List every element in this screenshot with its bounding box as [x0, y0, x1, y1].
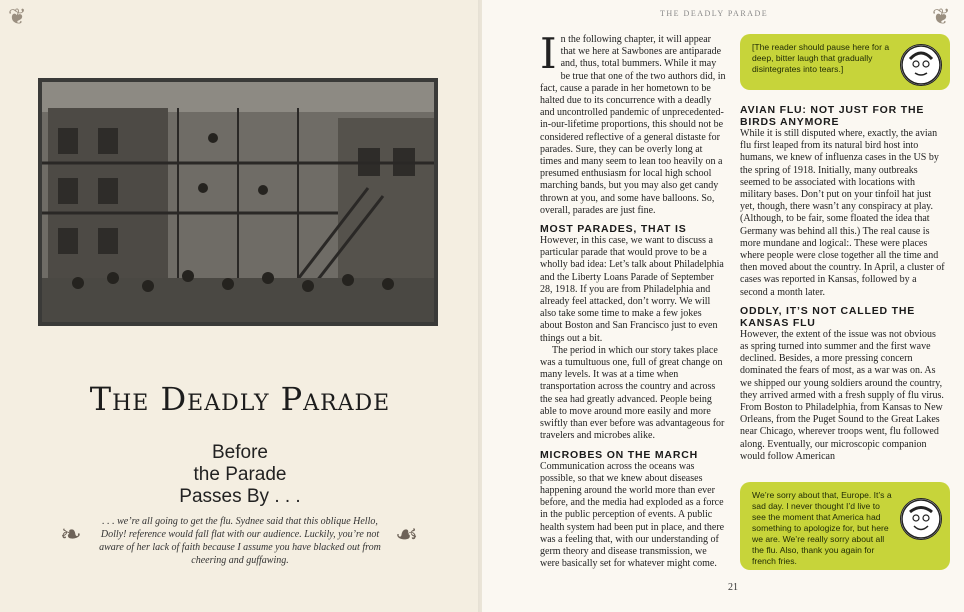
left-flourish-icon: ❧ [60, 520, 82, 549]
body-paragraph: However, in this case, we want to discuss a particular parade that would prove to be a wholly bad idea: Let’s talk about Philadelphia and the Liberty Loans Parade of September 28, 1918. If you are from Philadelphia and already feel attacked, don’t worry. We will also take some time to make a few jokes about Boston and San Francisco just to even things out a bit. [540, 235, 724, 344]
note-text: [The reader should pause here for a deep, bitter laugh that gradually disintegrates into tears.] [752, 42, 890, 74]
right-flourish-icon: ☙ [395, 520, 419, 549]
body-paragraph: While it is still disputed where, exactly, the avian flu first leaped from its natural bird host into humans, we knew of influenza cases in the US by the spring of 1918. Initially, many outbreaks seemed to be associated with locations with military bases. Don’t put on your tinfoil hat just yet, though, there wasn’t any conspiracy at play. (Although, to be fair, some floated the idea that Germany was behind all this.) The real cause is more mundane and logical:. These were places where people were close together all the time and then moved about the country. In April, a cluster of cases was reported in Kansas, followed by a second a month later. [740, 128, 945, 298]
section-heading: AVIAN FLU: NOT JUST FOR THE BIRDS ANYMORE [740, 104, 925, 128]
section-heading: ODDLY, IT’S NOT CALLED THE KANSAS FLU [740, 304, 916, 329]
body-paragraph: The period in which our story takes place was a tumultuous one, full of great change on many levels. It was at a time when transportation across the country and across the sea had greatly advanced. People being able to move around more easily and more swiftly than ever before was advantageous for travelers and microbes alike. [540, 344, 725, 442]
drop-cap: I [540, 29, 557, 78]
body-paragraph: However, the extent of the issue was not obvious as spring turned into summer and the first wave declined. Besides, a more pressing concern dominated the fears of most, as a war was on. As we shipped our young soldiers around the country, they arrived armed with a fresh supply of flu virus. From Boston to Philadelphia, from Kansas to New Orleans, from the Puget Sound to the Great Lakes near Chicago, wherever troops went, flu followed along. Eventually, our microscopic companion would follow American [740, 328, 944, 462]
page-number: 21 [728, 582, 738, 593]
epigraph-quote: . . . we’re all going to get the flu. Sydnee said that this oblique Hello, Dolly! reference would fall flat with our audience. Luckily, you’re not aware of her lack of faith because I assume you have blacked out from cheering and guffawing. [99, 516, 381, 566]
text-column-left [540, 29, 726, 570]
subtitle-line: Before [212, 442, 268, 463]
subtitle-line: the Parade [193, 464, 287, 485]
chapter-subtitle [160, 442, 320, 508]
subtitle-line: Passes By . . . [179, 486, 301, 507]
author-face-icon [900, 498, 942, 540]
corner-ornament-icon: ❦ [932, 4, 951, 29]
body-paragraph: Communication across the oceans was possible, so that we knew about diseases happening around the world more than ever before, and the media had exploded as a force in the public perception of events. A public health system had been put in place, and there was a feeling that, with our understanding of germ theory and disease transmission, we were basically set for whatever might come. [540, 460, 725, 570]
intro-paragraph: n the following chapter, it will appear that we here at Sawbones are antiparade and, thus, total bummers. While it may be true that one of the two authors did, in fact, cause a parade in her hometown to be halted due to its concurrence with a deadly and uncontrolled pandemic of unprecedented-in-our-lifetime proportions, this should not be considered reflective of a general distaste for parades. Sure, they can be overly long at times and many seem to lean too heavily on a presumed enthusiasm for local high school marching bands, but you may also get candy thrown at you, and some have balloons. So, overall, parades are just fine. [540, 34, 726, 216]
corner-ornament-icon: ❦ [8, 4, 27, 29]
section-heading: MOST PARADES, THAT IS [540, 223, 687, 236]
chapter-title: The Deadly Parade [89, 380, 391, 418]
author-face-icon [900, 44, 942, 86]
text-column-right [740, 98, 946, 463]
note-text: We’re sorry about that, Europe. It’s a sad day. I never thought I’d live to see the moment that America had something to apologize for, but here we are. We’re really sorry about all the flu. Also, thank you again for french fries. [752, 490, 892, 566]
running-head: THE DEADLY PARADE [660, 9, 769, 18]
section-heading: MICROBES ON THE MARCH [540, 448, 698, 461]
hospital-engraving [38, 78, 438, 326]
